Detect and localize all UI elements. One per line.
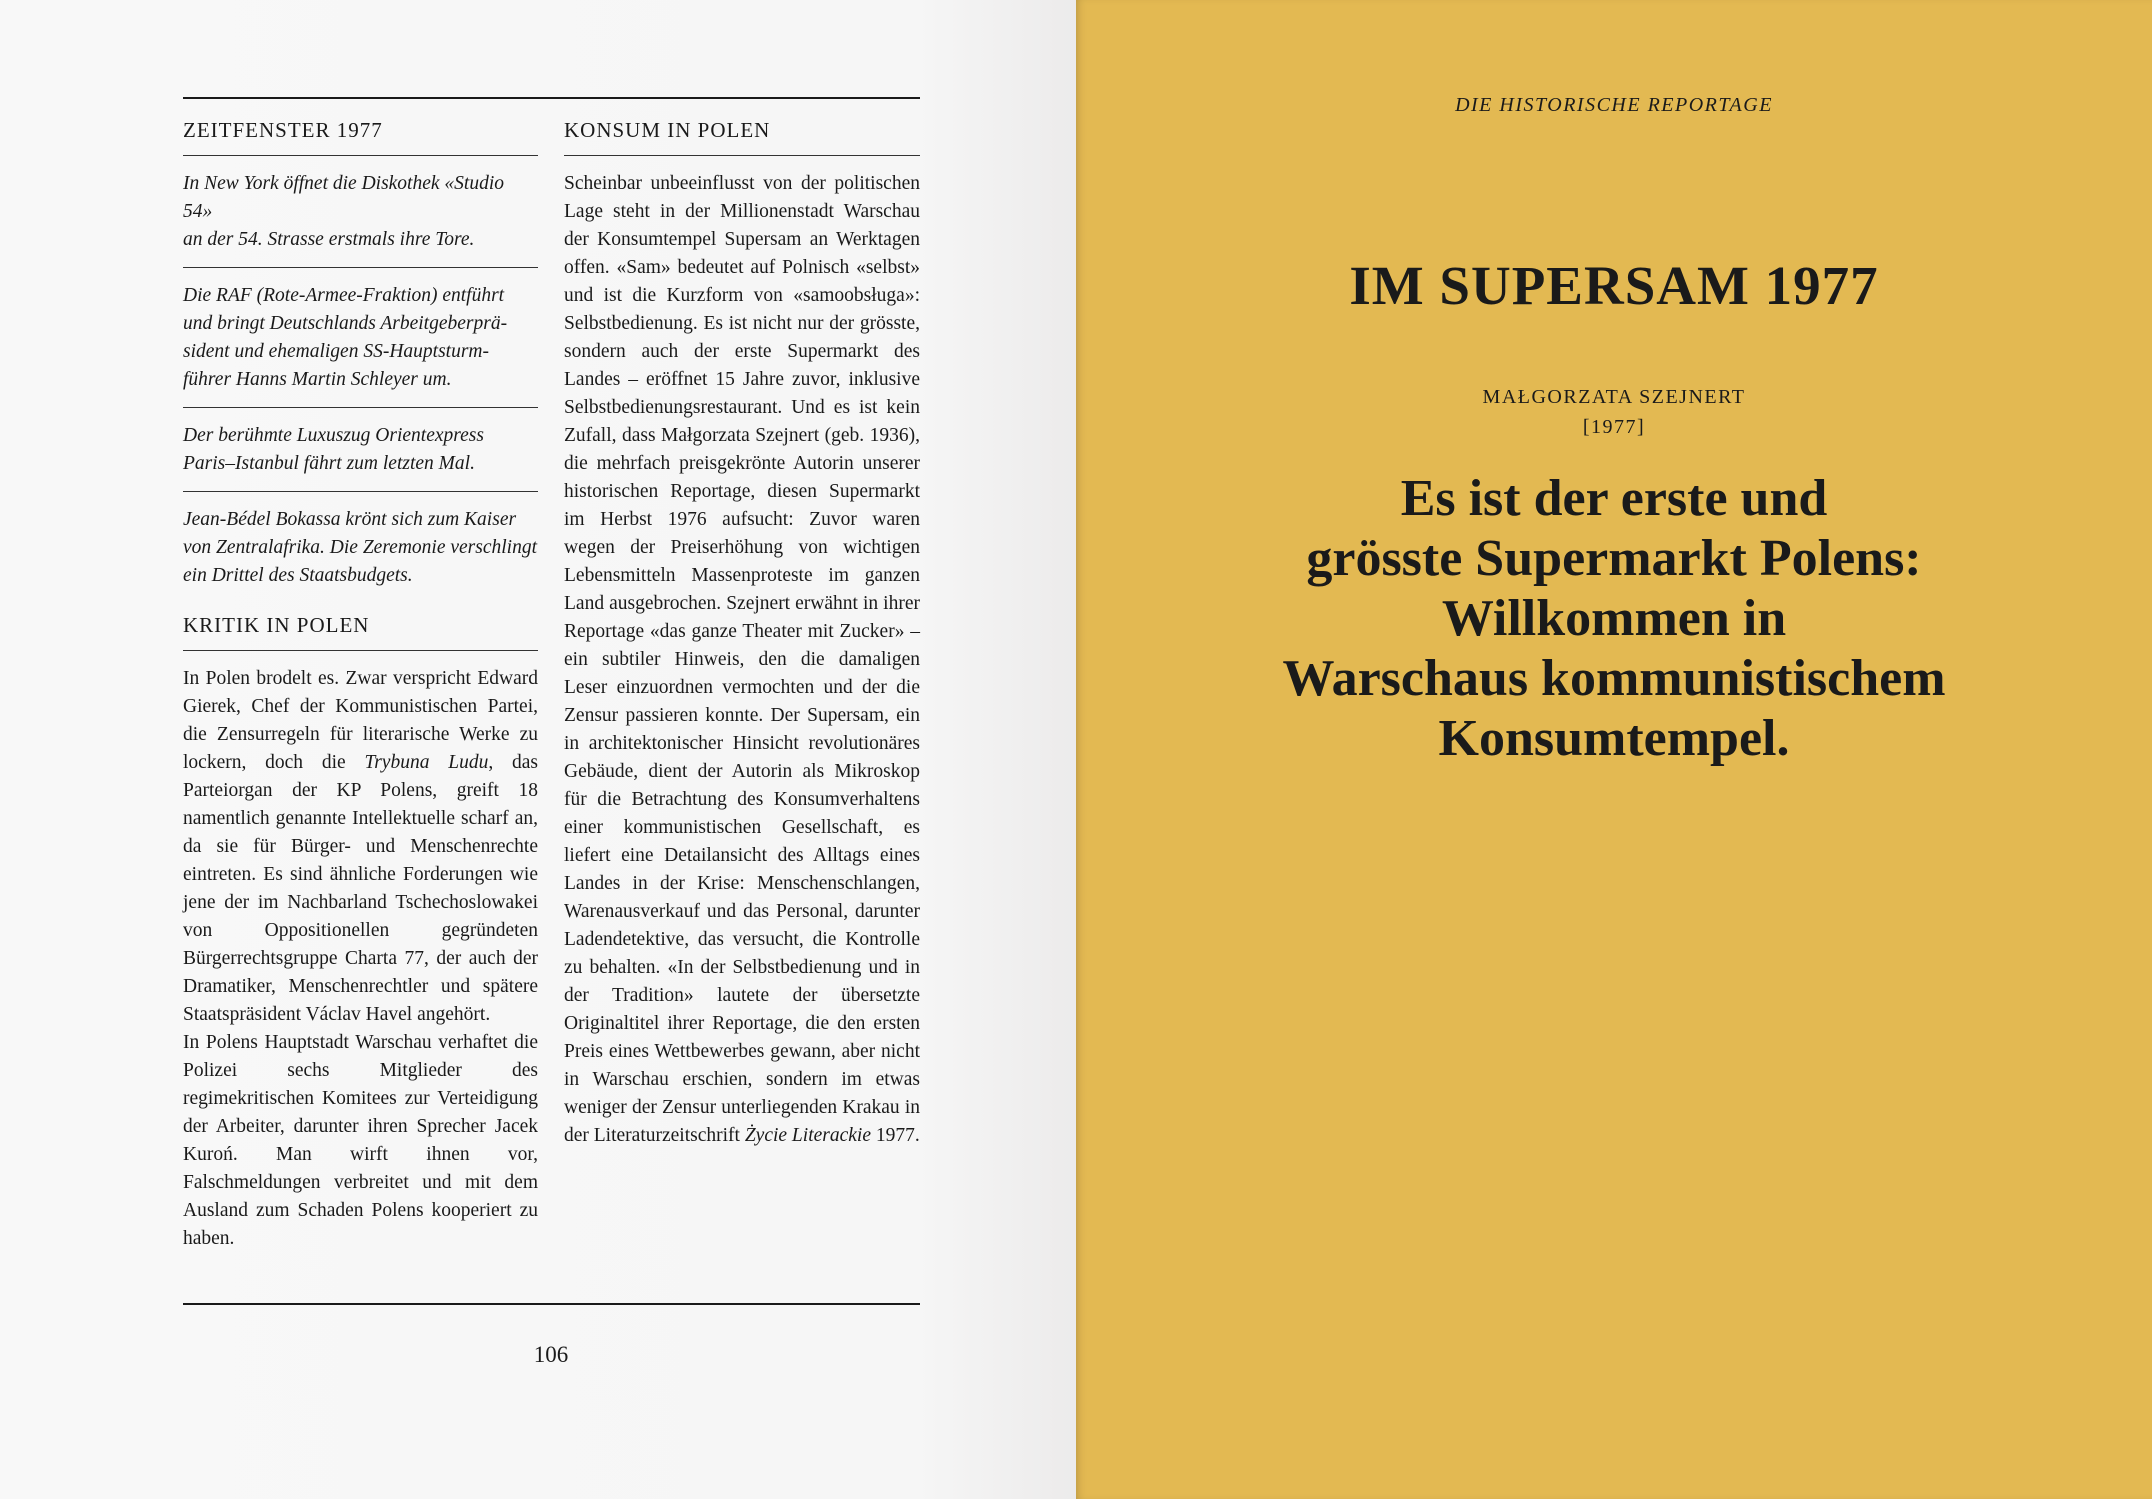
lede: Es ist der erste und grösste Supermarkt Polens: Willkommen in Warschaus kommunistischem Konsumtempel. <box>1282 470 1946 767</box>
kritik-heading: KRITIK IN POLEN <box>183 603 538 651</box>
byline <box>1076 382 2152 442</box>
bottom-rule <box>183 1303 920 1305</box>
timeline-event: Der berühmte Luxuszug Orientexpress Paris–Istanbul fährt zum letzten Mal. <box>183 408 538 492</box>
author-name: MAŁGORZATA SZEJNERT <box>1482 386 1746 408</box>
kritik-paragraph-2: In Polens Hauptstadt Warschau verhaftet die Polizei sechs Mitglieder des regimekritischen Komitees zur Verteidigung der Arbeiter, darunter ihren Sprecher Jacek Kuroń. Man wirft ihnen vor, Falschmeldungen verbreitet und mit dem Ausland zum Schaden Polens kooperiert zu haben. <box>183 1032 538 1249</box>
section-kicker: DIE HISTORISCHE REPORTAGE <box>1455 94 1773 116</box>
timeline-event: Die RAF (Rote-Armee-Fraktion) entführt und bringt Deutschlands Arbeitgeberprä- sident und ehemaligen SS-Hauptsturm- führer Hanns Martin Schleyer um. <box>183 268 538 408</box>
timeline-event: In New York öffnet die Diskothek «Studio 54» an der 54. Strasse erstmals ihre Tore. <box>183 156 538 268</box>
left-column <box>183 97 538 1253</box>
konsum-paragraph: Scheinbar unbeeinflusst von der politischen Lage steht in der Millionenstadt Warschau der Konsumtempel Supersam an Werktagen offen. «Sam» bedeutet auf Polnisch «selbst» und ist die Kurzform von «samoobsługa»: Selbstbedienung. Es ist nicht nur der grösste, sondern auch der erste Supermarkt des Landes – eröffnet 15 Jahre zuvor, inklusive Selbstbedienungsrestaurant. Und es ist kein Zufall, dass Małgorzata Szejnert (geb. 1936), die mehrfach preisgekrönte Autorin unserer historischen Reportage, diesen Supermarkt im Herbst 1976 aufsucht: Zuvor waren wegen der Preiserhöhung von wichtigen Lebensmitteln Massenproteste im ganzen Land ausgebrochen. Szejnert erwähnt in ihrer Reportage «das ganze Theater mit Zucker» – ein subtiler Hinweis, den die damaligen Leser einzuordnen vermochten und der die Zensur passieren konnte. Der Supersam, ein in architektonischer Hinsicht revolutionäres Gebäude, dient der Autorin als Mikroskop für die Betrachtung des Konsumverhaltens einer kommunistischen Gesellschaft, es liefert eine Detailansicht des Alltags eines Landes in der Krise: Menschenschlangen, Warenausverkauf und das Personal, darunter Ladendetektive, das versucht, die Kontrolle zu behalten. «In der Selbstbedienung und in der Tradition» lautete der übersetzte Originaltitel ihrer Reportage, die den ersten Preis eines Wettbewerbes gewann, aber nicht in Warschau erschien, sondern im etwas weniger der Zensur unterliegenden Krakau in der Literaturzeitschrift Życie Literackie 1977. <box>564 173 920 1146</box>
timeline-event: Jean-Bédel Bokassa krönt sich zum Kaiser von Zentralafrika. Die Zeremonie verschlingt ein Drittel des Staatsbudgets. <box>183 509 538 586</box>
article-title: IM SUPERSAM 1977 <box>1349 255 1879 316</box>
publication-year: [1977] <box>1582 416 1646 438</box>
right-column <box>564 97 920 1150</box>
zeitfenster-heading: ZEITFENSTER 1977 <box>183 97 538 156</box>
right-page <box>1076 0 2152 1499</box>
kritik-paragraph-1: In Polen brodelt es. Zwar verspricht Edward Gierek, Chef der Kommunistischen Partei, die Zensurregeln für literarische Werke zu lockern, doch die Trybuna Ludu, das Parteiorgan der KP Polens, greift 18 namentlich genannte Intellektuelle scharf an, da sie für Bürger- und Menschenrechte eintreten. Es sind ähnliche Forderungen wie jene der im Nachbarland Tschechoslowakei von Oppositionellen gegründeten Bürgerrechtsgruppe Charta 77, der auch der Dramatiker, Menschenrechtler und spätere Staatspräsident Václav Havel angehört. <box>183 668 538 1025</box>
page-number: 106 <box>533 1342 569 1367</box>
konsum-heading: KONSUM IN POLEN <box>564 97 920 156</box>
